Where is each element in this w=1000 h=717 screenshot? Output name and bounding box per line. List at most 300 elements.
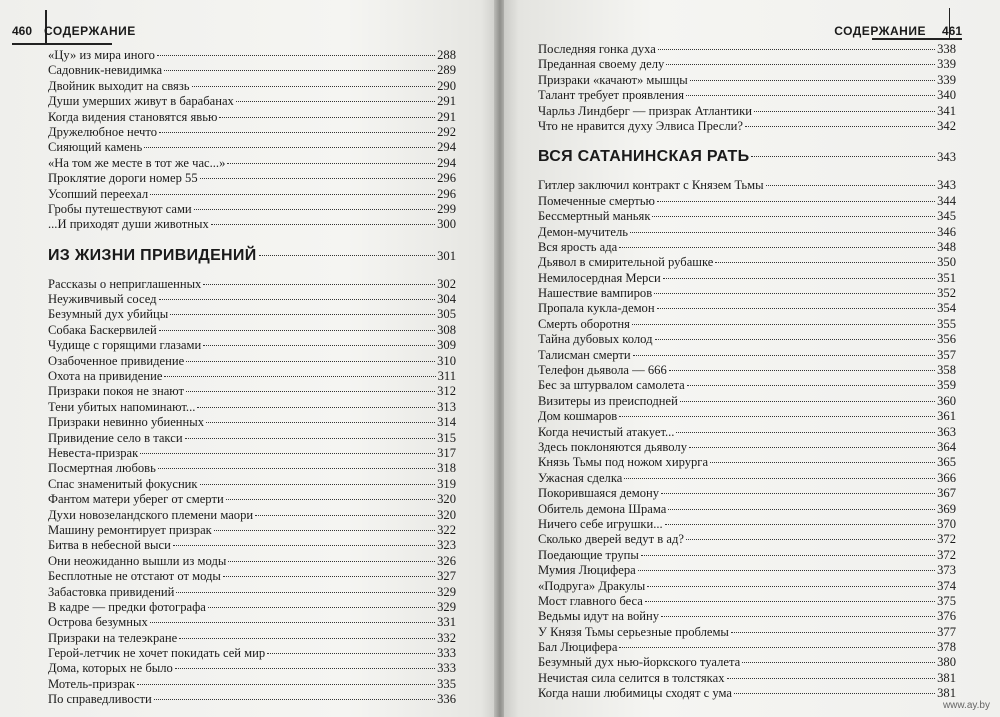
entry-page: 333 [437,661,456,676]
entry-title: Озабоченное привидение [48,353,185,368]
toc-entry [538,73,956,88]
dot-leader [632,324,935,325]
entry-title: Проклятие дороги номер 55 [48,171,198,186]
entry-page: 329 [437,599,456,614]
dot-leader [150,194,435,195]
toc-section-heading [48,247,456,265]
toc-entry [538,317,956,332]
entry-page: 360 [937,393,956,408]
toc-entry [538,104,956,119]
entry-title: Что не нравится духу Элвиса Пресли? [538,118,744,133]
toc-entry [48,277,456,292]
toc-entry [538,579,956,594]
entry-page: 304 [437,292,456,307]
dot-leader [259,255,436,256]
toc-entry [538,225,956,240]
entry-page: 313 [437,399,456,414]
entry-page: 373 [937,563,956,578]
entry-page: 319 [437,476,456,491]
entry-title: Смерть оборотня [538,316,630,331]
dot-leader [157,55,435,56]
dot-leader [715,262,935,263]
entry-page: 377 [937,624,956,639]
entry-page: 361 [937,409,956,424]
entry-title: Мост главного беса [538,593,643,608]
entry-title: Тени убитых напоминают... [48,399,196,414]
entry-title: Бессмертный маньяк [538,209,651,224]
entry-title: Садовник-невидимка [48,63,163,78]
dot-leader [226,499,435,500]
dot-leader [192,86,436,87]
toc-entry [48,48,456,63]
toc-group [538,42,956,134]
dot-leader [194,209,435,210]
entry-page: 338 [937,42,956,56]
toc-entry [48,79,456,94]
entry-page: 332 [437,630,456,645]
dot-leader [727,678,936,679]
toc-entry [538,486,956,501]
dot-leader [200,178,435,179]
dot-leader [661,493,935,494]
toc-entry [48,94,456,109]
toc-entry [538,563,956,578]
entry-title: Визитеры из преисподней [538,393,678,408]
dot-leader [203,284,435,285]
left-page [0,0,496,717]
dot-leader [206,422,435,423]
toc-entry [538,209,956,224]
toc-entry [48,415,456,430]
entry-page: 326 [437,553,456,568]
dot-leader [619,416,935,417]
entry-title: Спас знаменитый фокусник [48,476,198,491]
toc-entry [538,594,956,609]
entry-page: 355 [937,316,956,331]
dot-leader [686,539,935,540]
toc-entry [48,492,456,507]
toc-entry [538,348,956,363]
toc-entry [48,631,456,646]
entry-title: ...И приходят души животных [48,217,209,232]
entry-title: Машину ремонтирует призрак [48,522,212,537]
dot-leader [624,478,935,479]
toc-entry [538,178,956,193]
entry-page: 309 [437,338,456,353]
toc-entry [538,119,956,134]
entry-page: 317 [437,445,456,460]
entry-page: 320 [437,507,456,522]
dot-leader [197,407,435,408]
toc-entry [48,461,456,476]
entry-title: Когда наши любимицы сходят с ума [538,686,732,701]
dot-leader [173,545,435,546]
entry-page: 375 [937,593,956,608]
entry-title: Битва в небесной выси [48,538,171,553]
toc-entry [538,532,956,547]
dot-leader [186,391,435,392]
entry-title: «Цу» из мира иного [48,48,155,62]
toc-entry [538,440,956,455]
dot-leader [663,278,935,279]
toc-entry [538,332,956,347]
toc-entry [538,609,956,624]
dot-leader [645,601,935,602]
entry-title: Чарльз Линдберг — призрак Атлантики [538,103,752,118]
header-rule [12,43,112,45]
entry-page: 305 [437,307,456,322]
toc-entry [538,286,956,301]
watermark: www.ay.by [942,700,990,711]
entry-title: Здесь поклоняются дьяволу [538,439,688,454]
toc-entry [48,202,456,217]
entry-page: 343 [937,178,956,193]
entry-title: Безумный дух убийцы [48,307,169,322]
entry-title: Нашествие вампиров [538,286,653,301]
entry-page: 370 [937,516,956,531]
header-rule [872,38,962,40]
toc-entry [538,271,956,286]
toc-entry [538,655,956,670]
entry-title: Немилосердная Мерси [538,270,661,285]
dot-leader [175,668,435,669]
entry-page: 372 [937,547,956,562]
entry-title: Мумия Люцифера [538,563,636,578]
entry-title: Талисман смерти [538,347,631,362]
dot-leader [655,339,936,340]
entry-page: 350 [937,255,956,270]
entry-page: 346 [937,224,956,239]
entry-page: 381 [937,686,956,701]
entry-title: Когда нечистый атакует... [538,424,675,439]
toc-entry [538,88,956,103]
entry-title: Сияющий камень [48,140,143,155]
toc-entry [538,502,956,517]
toc-entry [48,538,456,553]
dot-leader [742,662,935,663]
entry-title: Преданная своему делу [538,57,665,72]
entry-page: 296 [437,171,456,186]
dot-leader [223,576,435,577]
right-running-header [834,24,962,38]
entry-page: 290 [437,78,456,93]
dot-leader [186,361,435,362]
dot-leader [687,385,935,386]
entry-page: 339 [937,72,956,87]
toc-group [48,48,456,233]
dot-leader [214,530,435,531]
toc-section-heading [538,148,956,166]
entry-title: «На том же месте в тот же час...» [48,155,226,170]
entry-title: Ужасная сделка [538,470,623,485]
toc-entry [538,425,956,440]
toc-group [538,178,956,701]
entry-title: Дружелюбное нечто [48,124,157,139]
entry-page: 310 [437,353,456,368]
entry-page: 336 [437,692,456,707]
entry-title: Пропала кукла-демон [538,301,655,316]
entry-page: 378 [937,640,956,655]
entry-title: Бесплотные не отстают от моды [48,569,221,584]
entry-title: Гробы путешествуют сами [48,201,192,216]
section-page: 301 [437,248,456,263]
entry-title: Ничего себе игрушки... [538,516,663,531]
dot-leader [669,370,935,371]
entry-title: Души умерших живут в барабанах [48,94,234,109]
entry-title: Вся ярость ада [538,239,618,254]
entry-page: 314 [437,415,456,430]
dot-leader [211,224,435,225]
entry-title: Поедающие трупы [538,547,639,562]
dot-leader [652,216,935,217]
dot-leader [159,330,435,331]
entry-page: 323 [437,538,456,553]
toc-entry [538,394,956,409]
dot-leader [633,355,936,356]
entry-page: 320 [437,492,456,507]
entry-page: 299 [437,201,456,216]
entry-title: Помеченные смертью [538,193,655,208]
toc-entry [48,354,456,369]
entry-page: 358 [937,363,956,378]
dot-leader [638,570,935,571]
entry-title: Чудище с горящими глазами [48,338,202,353]
entry-title: Дома, которых не было [48,661,173,676]
entry-title: Посмертная любовь [48,461,156,476]
entry-page: 376 [937,609,956,624]
entry-title: Тайна дубовых колод [538,332,653,347]
dot-leader [255,515,435,516]
entry-page: 357 [937,347,956,362]
dot-leader [641,555,935,556]
entry-page: 291 [437,109,456,124]
toc-entry [48,677,456,692]
entry-title: Призраки покоя не знают [48,384,185,399]
toc-entry [538,240,956,255]
toc-entry [48,338,456,353]
toc-entry [48,554,456,569]
toc-entry [48,477,456,492]
toc-entry [48,369,456,384]
dot-leader [144,147,435,148]
entry-page: 367 [937,486,956,501]
toc-entry [538,363,956,378]
toc-entry [48,292,456,307]
toc-entry [538,517,956,532]
entry-page: 351 [937,270,956,285]
dot-leader [619,647,935,648]
entry-title: Дьявол в смирительной рубашке [538,255,714,270]
section-page: 343 [937,150,956,165]
dot-leader [665,524,935,525]
entry-page: 331 [437,615,456,630]
entry-page: 363 [937,424,956,439]
dot-leader [227,163,435,164]
toc-entry [538,640,956,655]
toc-entry [48,661,456,676]
toc-entry [538,671,956,686]
entry-page: 327 [437,569,456,584]
section-title: ИЗ ЖИЗНИ ПРИВИДЕНИЙ [48,246,257,264]
entry-page: 322 [437,522,456,537]
toc-entry [538,471,956,486]
entry-title: По справедливости [48,692,152,707]
entry-title: Талант требует проявления [538,88,685,103]
entry-page: 372 [937,532,956,547]
entry-title: Обитель демона Шрама [538,501,667,516]
entry-page: 352 [937,286,956,301]
entry-title: Последняя гонка духа [538,42,656,56]
entry-title: Бес за штурвалом самолета [538,378,685,393]
toc-entry [538,301,956,316]
page-number: 460 [12,24,33,38]
entry-title: Герой-летчик не хочет покидать сей мир [48,646,266,661]
entry-page: 369 [937,501,956,516]
toc-entry [48,63,456,78]
entry-page: 354 [937,301,956,316]
entry-page: 308 [437,322,456,337]
toc-entry [48,585,456,600]
entry-title: Мотель-призрак [48,676,136,691]
entry-title: Охота на привидение [48,369,163,384]
toc-entry [538,57,956,72]
page-number: 461 [941,24,962,38]
entry-title: «Подруга» Дракулы [538,578,646,593]
entry-title: Забастовка привидений [48,584,175,599]
toc-entry [538,42,956,57]
running-head: СОДЕРЖАНИЕ [44,24,136,38]
entry-page: 364 [937,439,956,454]
dot-leader [734,693,935,694]
toc-entry [48,171,456,186]
entry-page: 374 [937,578,956,593]
entry-page: 318 [437,461,456,476]
toc-entry [538,455,956,470]
dot-leader [228,561,435,562]
toc-entry [538,409,956,424]
entry-title: Гитлер заключил контракт с Князем Тьмы [538,178,764,193]
dot-leader [140,453,435,454]
entry-page: 339 [937,57,956,72]
left-running-header [12,24,136,38]
dot-leader [657,201,935,202]
dot-leader [710,462,935,463]
dot-leader [658,49,935,50]
toc-entry [48,384,456,399]
entry-page: 341 [937,103,956,118]
dot-leader [158,468,435,469]
entry-page: 296 [437,186,456,201]
dot-leader [654,293,935,294]
toc-entry [48,156,456,171]
dot-leader [164,70,435,71]
toc-entry [48,125,456,140]
toc-entry [48,431,456,446]
entry-page: 359 [937,378,956,393]
dot-leader [267,653,435,654]
entry-title: Телефон дьявола — 666 [538,363,667,378]
entry-title: Бал Люцифера [538,640,618,655]
dot-leader [766,185,936,186]
entry-page: 380 [937,655,956,670]
dot-leader [686,95,935,96]
left-toc [48,48,456,708]
toc-entry [48,569,456,584]
dot-leader [745,126,935,127]
toc-entry [48,217,456,232]
entry-page: 333 [437,646,456,661]
dot-leader [150,622,435,623]
dot-leader [200,484,436,485]
dot-leader [179,638,435,639]
toc-entry [48,140,456,155]
dot-leader [137,684,435,685]
dot-leader [619,247,935,248]
toc-entry [538,686,956,701]
entry-title: Они неожиданно вышли из моды [48,553,227,568]
entry-title: Демон-мучитель [538,224,628,239]
toc-entry [48,615,456,630]
entry-page: 366 [937,470,956,485]
toc-entry [48,692,456,707]
toc-entry [538,255,956,270]
dot-leader [208,607,435,608]
entry-page: 288 [437,48,456,62]
toc-entry [538,194,956,209]
entry-page: 344 [937,193,956,208]
entry-page: 315 [437,430,456,445]
right-page [504,0,1000,717]
entry-page: 365 [937,455,956,470]
entry-title: Фантом матери уберег от смерти [48,492,224,507]
entry-title: Призраки на телеэкране [48,630,178,645]
dot-leader [657,308,936,309]
entry-page: 292 [437,124,456,139]
section-title: ВСЯ САТАНИНСКАЯ РАТЬ [538,148,750,166]
toc-entry [48,646,456,661]
dot-leader [668,509,935,510]
entry-title: В кадре — предки фотографа [48,599,206,614]
entry-page: 340 [937,88,956,103]
entry-page: 294 [437,140,456,155]
entry-title: Когда видения становятся явью [48,109,218,124]
entry-title: Острова безумных [48,615,148,630]
dot-leader [176,592,435,593]
dot-leader [689,447,935,448]
entry-page: 356 [937,332,956,347]
entry-page: 329 [437,584,456,599]
dot-leader [751,156,935,157]
entry-title: Безумный дух нью-йоркского туалета [538,655,741,670]
toc-entry [48,323,456,338]
toc-entry [48,400,456,415]
entry-page: 342 [937,118,956,133]
right-toc [538,42,956,702]
toc-entry [48,187,456,202]
toc-entry [48,600,456,615]
dot-leader [159,299,436,300]
dot-leader [690,80,935,81]
entry-page: 302 [437,276,456,291]
dot-leader [630,232,935,233]
entry-title: Призраки невинно убиенных [48,415,205,430]
entry-title: Рассказы о неприглашенных [48,276,202,291]
entry-title: Дом кошмаров [538,409,618,424]
entry-title: Покорившаяся демону [538,486,660,501]
entry-page: 335 [437,676,456,691]
entry-title: Собака Баскервилей [48,322,157,337]
toc-entry [538,378,956,393]
